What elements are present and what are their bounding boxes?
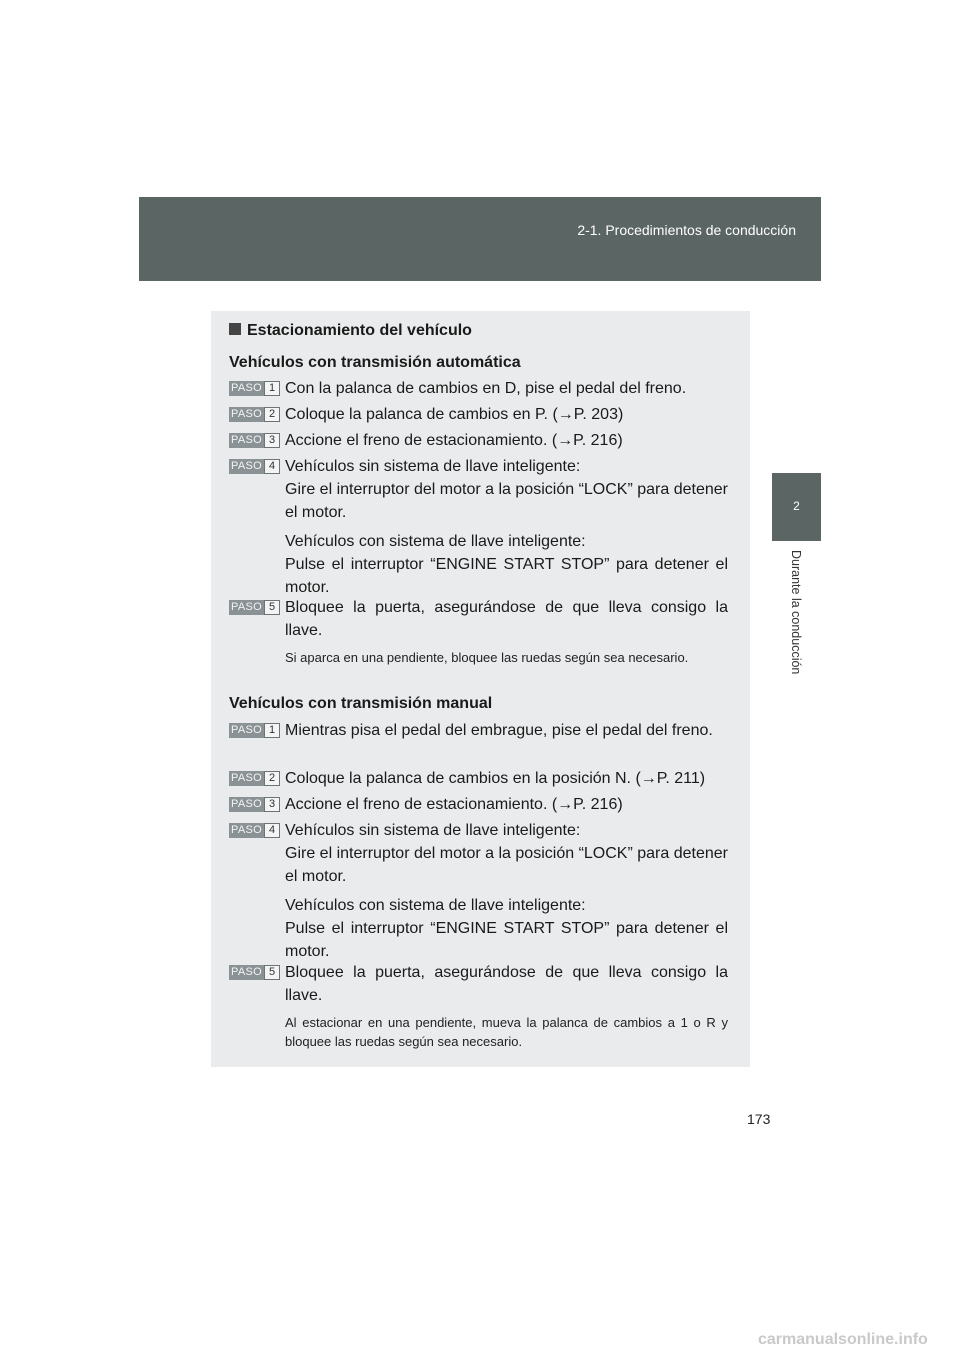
manual-step-5 xyxy=(229,961,728,1007)
step-badge: PASO 1 xyxy=(229,381,280,396)
manual-step-4 xyxy=(229,819,728,963)
step-badge: PASO 1 xyxy=(229,723,280,738)
step-text: Vehículos sin sistema de llave inteligente: xyxy=(285,458,581,475)
auto-step-4 xyxy=(229,455,728,599)
step-text: Coloque la palanca de cambios en la posición N. (→P. 211) xyxy=(285,770,706,787)
manual-step-1 xyxy=(229,719,728,742)
box-title xyxy=(229,322,472,340)
chapter-label xyxy=(787,550,807,710)
step-text: Pulse el interruptor “ENGINE START STOP” para detener el motor. xyxy=(285,920,728,960)
manual-step-2 xyxy=(229,767,728,790)
step-text: Mientras pisa el pedal del embrague, pise el pedal del freno. xyxy=(285,722,713,739)
step-text: Coloque la palanca de cambios en P. (→P. 203) xyxy=(285,406,624,423)
manual-heading: Vehículos con transmisión manual xyxy=(229,695,493,712)
step-badge: PASO 4 xyxy=(229,459,280,474)
auto-step-5 xyxy=(229,596,728,642)
auto-step-3 xyxy=(229,429,728,452)
step-badge: PASO 5 xyxy=(229,600,280,615)
step-badge: PASO 5 xyxy=(229,965,280,980)
manual-note: Al estacionar en una pendiente, mueva la palanca de cambios a 1 o R y bloquee las ruedas según sea necesario. xyxy=(285,1015,728,1049)
step-text: Vehículos con sistema de llave inteligente: xyxy=(285,897,586,914)
step-badge: PASO 2 xyxy=(229,771,280,786)
step-text: Bloquee la puerta, asegurándose de que lleva consigo la llave. xyxy=(285,599,728,639)
step-text: Bloquee la puerta, asegurándose de que lleva consigo la llave. xyxy=(285,964,728,1004)
square-bullet-icon xyxy=(229,323,241,335)
watermark: carmanualsonline.info xyxy=(758,1331,928,1348)
section-title: 2-1. Procedimientos de conducción xyxy=(577,222,796,238)
info-box xyxy=(211,311,750,1067)
auto-step-2 xyxy=(229,403,728,426)
step-badge: PASO 3 xyxy=(229,797,280,812)
step-text: Accione el freno de estacionamiento. (→P. 216) xyxy=(285,796,623,813)
step-text: Pulse el interruptor “ENGINE START STOP” para detener el motor. xyxy=(285,556,728,596)
chapter-tab xyxy=(772,473,821,541)
step-badge: PASO 3 xyxy=(229,433,280,448)
step-text: Vehículos sin sistema de llave inteligente: xyxy=(285,822,581,839)
section-header xyxy=(139,197,821,281)
step-badge: PASO 4 xyxy=(229,823,280,838)
chapter-label-text: Durante la conducción xyxy=(789,550,803,675)
automatic-heading: Vehículos con transmisión automática xyxy=(229,354,521,371)
step-text: Gire el interruptor del motor a la posición “LOCK” para detener el motor. xyxy=(285,845,728,885)
step-text: Accione el freno de estacionamiento. (→P. 216) xyxy=(285,432,623,449)
step-text: Gire el interruptor del motor a la posición “LOCK” para detener el motor. xyxy=(285,481,728,521)
chapter-number: 2 xyxy=(793,499,800,513)
step-text: Con la palanca de cambios en D, pise el pedal del freno. xyxy=(285,380,687,397)
step-text: Vehículos con sistema de llave inteligente: xyxy=(285,533,586,550)
step-badge: PASO 2 xyxy=(229,407,280,422)
auto-step-1 xyxy=(229,377,728,400)
page-number: 173 xyxy=(747,1111,771,1127)
automatic-note: Si aparca en una pendiente, bloquee las ruedas según sea necesario. xyxy=(285,650,689,665)
manual-step-3 xyxy=(229,793,728,816)
box-title-text: Estacionamiento del vehículo xyxy=(247,322,472,339)
